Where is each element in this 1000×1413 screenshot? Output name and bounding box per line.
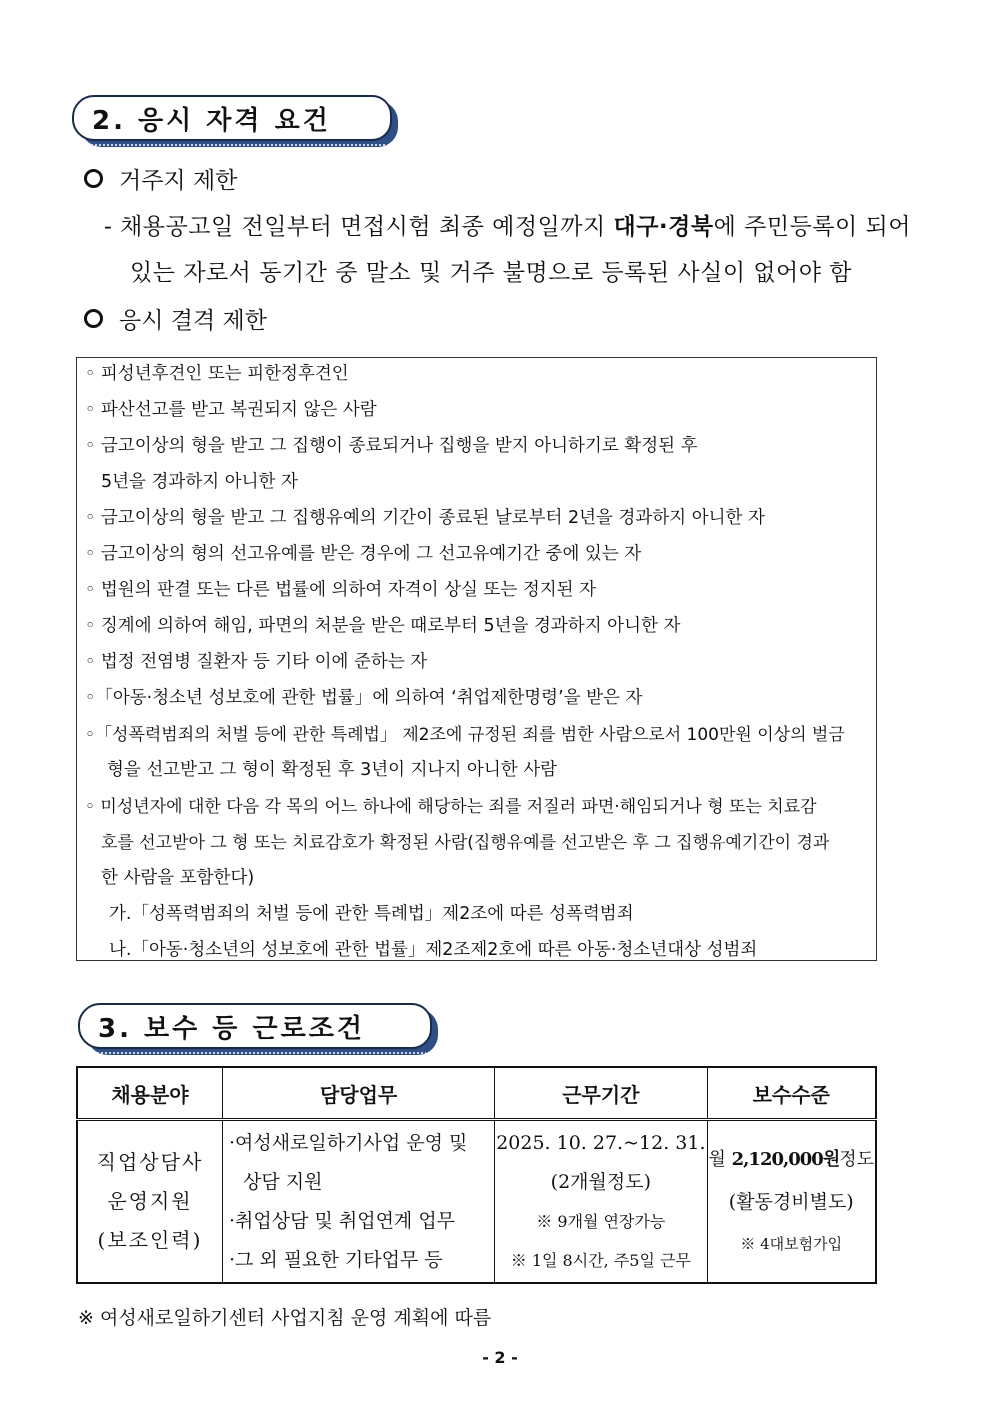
table-header-row (77, 1067, 876, 1120)
pay-suffix: 정도 (839, 1148, 874, 1170)
residence-heading (84, 162, 237, 195)
list-item: 나.「아동·청소년의 성보호에 관한 법률」제2조제2호에 따른 아동·청소년대상 성범죄 (109, 940, 758, 960)
list-item: ◦ 금고이상의 형을 받고 그 집행이 종료되거나 집행을 받지 아니하기로 확정된 후 (85, 436, 698, 456)
field-line: 직업상담사 (96, 1150, 204, 1174)
disqualify-heading-text: 응시 결격 제한 (119, 308, 267, 334)
residence-line-1 (104, 208, 911, 241)
list-item: ◦ 금고이상의 형의 선고유예를 받은 경우에 그 선고유예기간 중에 있는 자 (85, 544, 642, 564)
residence-region: 대구·경북 (613, 214, 714, 240)
pay-insurance: ※ 4대보험가입 (740, 1234, 843, 1253)
section-2-title: 2. 응시 자격 요건 (92, 106, 331, 136)
list-item: 5년을 경과하지 아니한 자 (101, 472, 298, 492)
period-extension: ※ 9개월 연장가능 (536, 1211, 666, 1231)
list-item: 형을 선고받고 그 형이 확정된 후 3년이 지나지 아니한 사람 (107, 760, 558, 780)
header-duties: 담당업무 (222, 1067, 494, 1120)
section-3-title: 3. 보수 등 근로조건 (98, 1014, 365, 1044)
list-item: 가.「성폭력범죄의 처벌 등에 관한 특례법」제2조에 따른 성폭력범죄 (109, 904, 634, 924)
circle-bullet-icon (84, 169, 103, 188)
list-item: 한 사람을 포함한다) (101, 868, 255, 888)
list-item: ◦ 금고이상의 형을 받고 그 집행유예의 기간이 종료된 날로부터 2년을 경과하지 아니한 자 (85, 508, 765, 528)
pay-prefix: 월 (708, 1148, 732, 1170)
list-item: 호를 선고받아 그 형 또는 치료감호가 확정된 사람(집행유예를 선고받은 후 그 집행유예기간이 경과 (101, 833, 830, 853)
header-period: 근무기간 (495, 1067, 707, 1120)
list-item: ◦ 징계에 의하여 해임, 파면의 처분을 받은 때로부터 5년을 경과하지 아니한 자 (85, 616, 681, 636)
residence-line-1-post: 에 주민등록이 되어 (713, 214, 911, 240)
pay-cell (707, 1120, 876, 1284)
list-item: ◦ 미성년자에 대한 다음 각 목의 어느 하나에 해당하는 죄를 저질러 파면·해임되거나 형 또는 치료감 (85, 797, 817, 817)
pay-note: (활동경비별도) (728, 1190, 854, 1213)
section-3-header (78, 1003, 432, 1049)
period-duration: (2개월정도) (550, 1170, 652, 1193)
header-field: 채용분야 (77, 1067, 222, 1120)
duty-line: 상담 지원 (242, 1170, 323, 1193)
pay-amount-line (709, 1140, 875, 1179)
residence-line-2: 있는 자로서 동기간 중 말소 및 거주 불명으로 등록된 사실이 없어야 함 (130, 260, 853, 286)
period-cell (495, 1120, 707, 1284)
page-number: - 2 - (482, 1348, 518, 1367)
header-pay: 보수수준 (707, 1067, 876, 1120)
pay-amount: 2,120,000원 (731, 1148, 840, 1170)
list-item: ◦「아동·청소년 성보호에 관한 법률」에 의하여 ‘취업제한명령’을 받은 자 (85, 688, 643, 708)
section-2-header (72, 95, 392, 141)
work-conditions-table (76, 1066, 877, 1284)
list-item: ◦ 법원의 판결 또는 다른 법률에 의하여 자격이 상실 또는 정지된 자 (85, 580, 597, 600)
table-row (77, 1120, 876, 1284)
circle-bullet-icon (84, 309, 103, 328)
field-cell (77, 1120, 222, 1284)
period-hours: ※ 1일 8시간, 주5일 근무 (510, 1250, 691, 1270)
field-line: (보조인력) (97, 1228, 203, 1252)
duty-line: ·여성새로일하기사업 운영 및 (228, 1131, 468, 1154)
period-dates: 2025. 10. 27.~12. 31. (496, 1131, 706, 1154)
list-item: ◦ 피성년후견인 또는 피한정후견인 (85, 364, 349, 384)
footnote: ※ 여성새로일하기센터 사업지침 운영 계획에 따름 (78, 1307, 492, 1329)
residence-line-1-pre: - 채용공고일 전일부터 면접시험 최종 예정일까지 (104, 214, 614, 240)
field-line: 운영지원 (107, 1189, 193, 1213)
duty-line: ·그 외 필요한 기타업무 등 (228, 1248, 443, 1271)
disqualify-heading (84, 302, 267, 335)
residence-heading-text: 거주지 제한 (119, 168, 238, 194)
disqualify-box (76, 357, 877, 961)
list-item: ◦ 파산선고를 받고 복권되지 않은 사람 (85, 400, 377, 420)
duty-line: ·취업상담 및 취업연계 업무 (228, 1209, 456, 1232)
list-item: ◦「성폭력범죄의 처벌 등에 관한 특례법」 제2조에 규정된 죄를 범한 사람으로서 100만원 이상의 벌금 (85, 725, 845, 745)
list-item: ◦ 법정 전염병 질환자 등 기타 이에 준하는 자 (85, 652, 428, 672)
duties-cell (222, 1120, 494, 1284)
